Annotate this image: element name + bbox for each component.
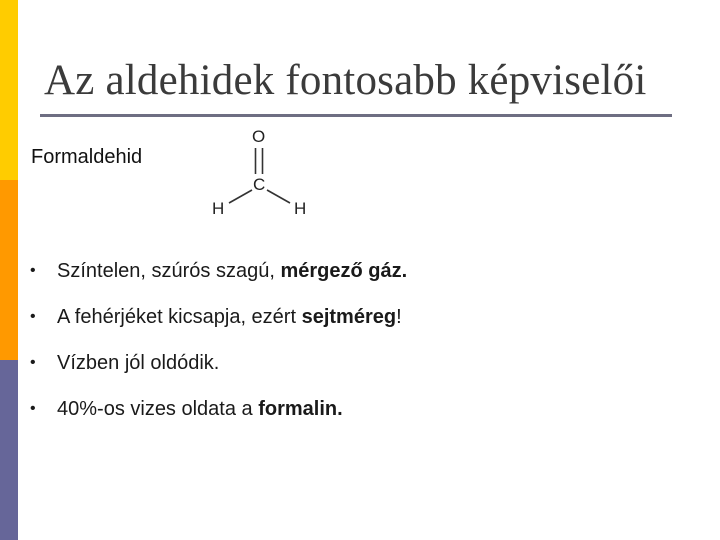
bullet-item: [30, 396, 407, 442]
bullet-item: [30, 350, 407, 396]
compound-name: Formaldehid: [31, 146, 143, 168]
bullet-text: A fehérjéket kicsapja, ezért: [57, 306, 302, 328]
accent-segment-orange: [0, 180, 18, 360]
bullet-dot: •: [30, 400, 36, 417]
formaldehyde-structure-diagram: [200, 124, 320, 220]
bullet-dot: •: [30, 308, 36, 325]
bullet-item: [30, 258, 407, 304]
bullet-item: [30, 304, 407, 350]
atom-carbon: C: [253, 175, 266, 194]
title-underline: [40, 114, 672, 117]
bullet-dot: •: [30, 354, 36, 371]
bullet-text: 40%-os vizes oldata a: [57, 398, 259, 420]
accent-segment-yellow: [0, 0, 18, 180]
bullet-text: Vízben jól oldódik.: [57, 352, 220, 374]
bullet-emphasis: mérgező gáz.: [280, 260, 408, 282]
single-bond-left: [229, 190, 252, 203]
bullet-text: Színtelen, szúrós szagú,: [57, 260, 281, 282]
bullet-text-after: !: [396, 306, 402, 328]
atom-hydrogen-left: H: [212, 199, 225, 218]
single-bond-right: [267, 190, 290, 203]
atom-oxygen: O: [252, 127, 266, 146]
accent-segment-blue: [0, 360, 18, 540]
atom-hydrogen-right: H: [294, 199, 307, 218]
bullet-emphasis: sejtméreg: [301, 306, 397, 328]
slide-title: Az aldehidek fontosabb képviselői: [44, 57, 647, 104]
bullet-dot: •: [30, 262, 36, 279]
property-bullet-list: [30, 258, 407, 442]
side-accent-bar: [0, 0, 18, 540]
bullet-emphasis: formalin.: [258, 398, 343, 420]
